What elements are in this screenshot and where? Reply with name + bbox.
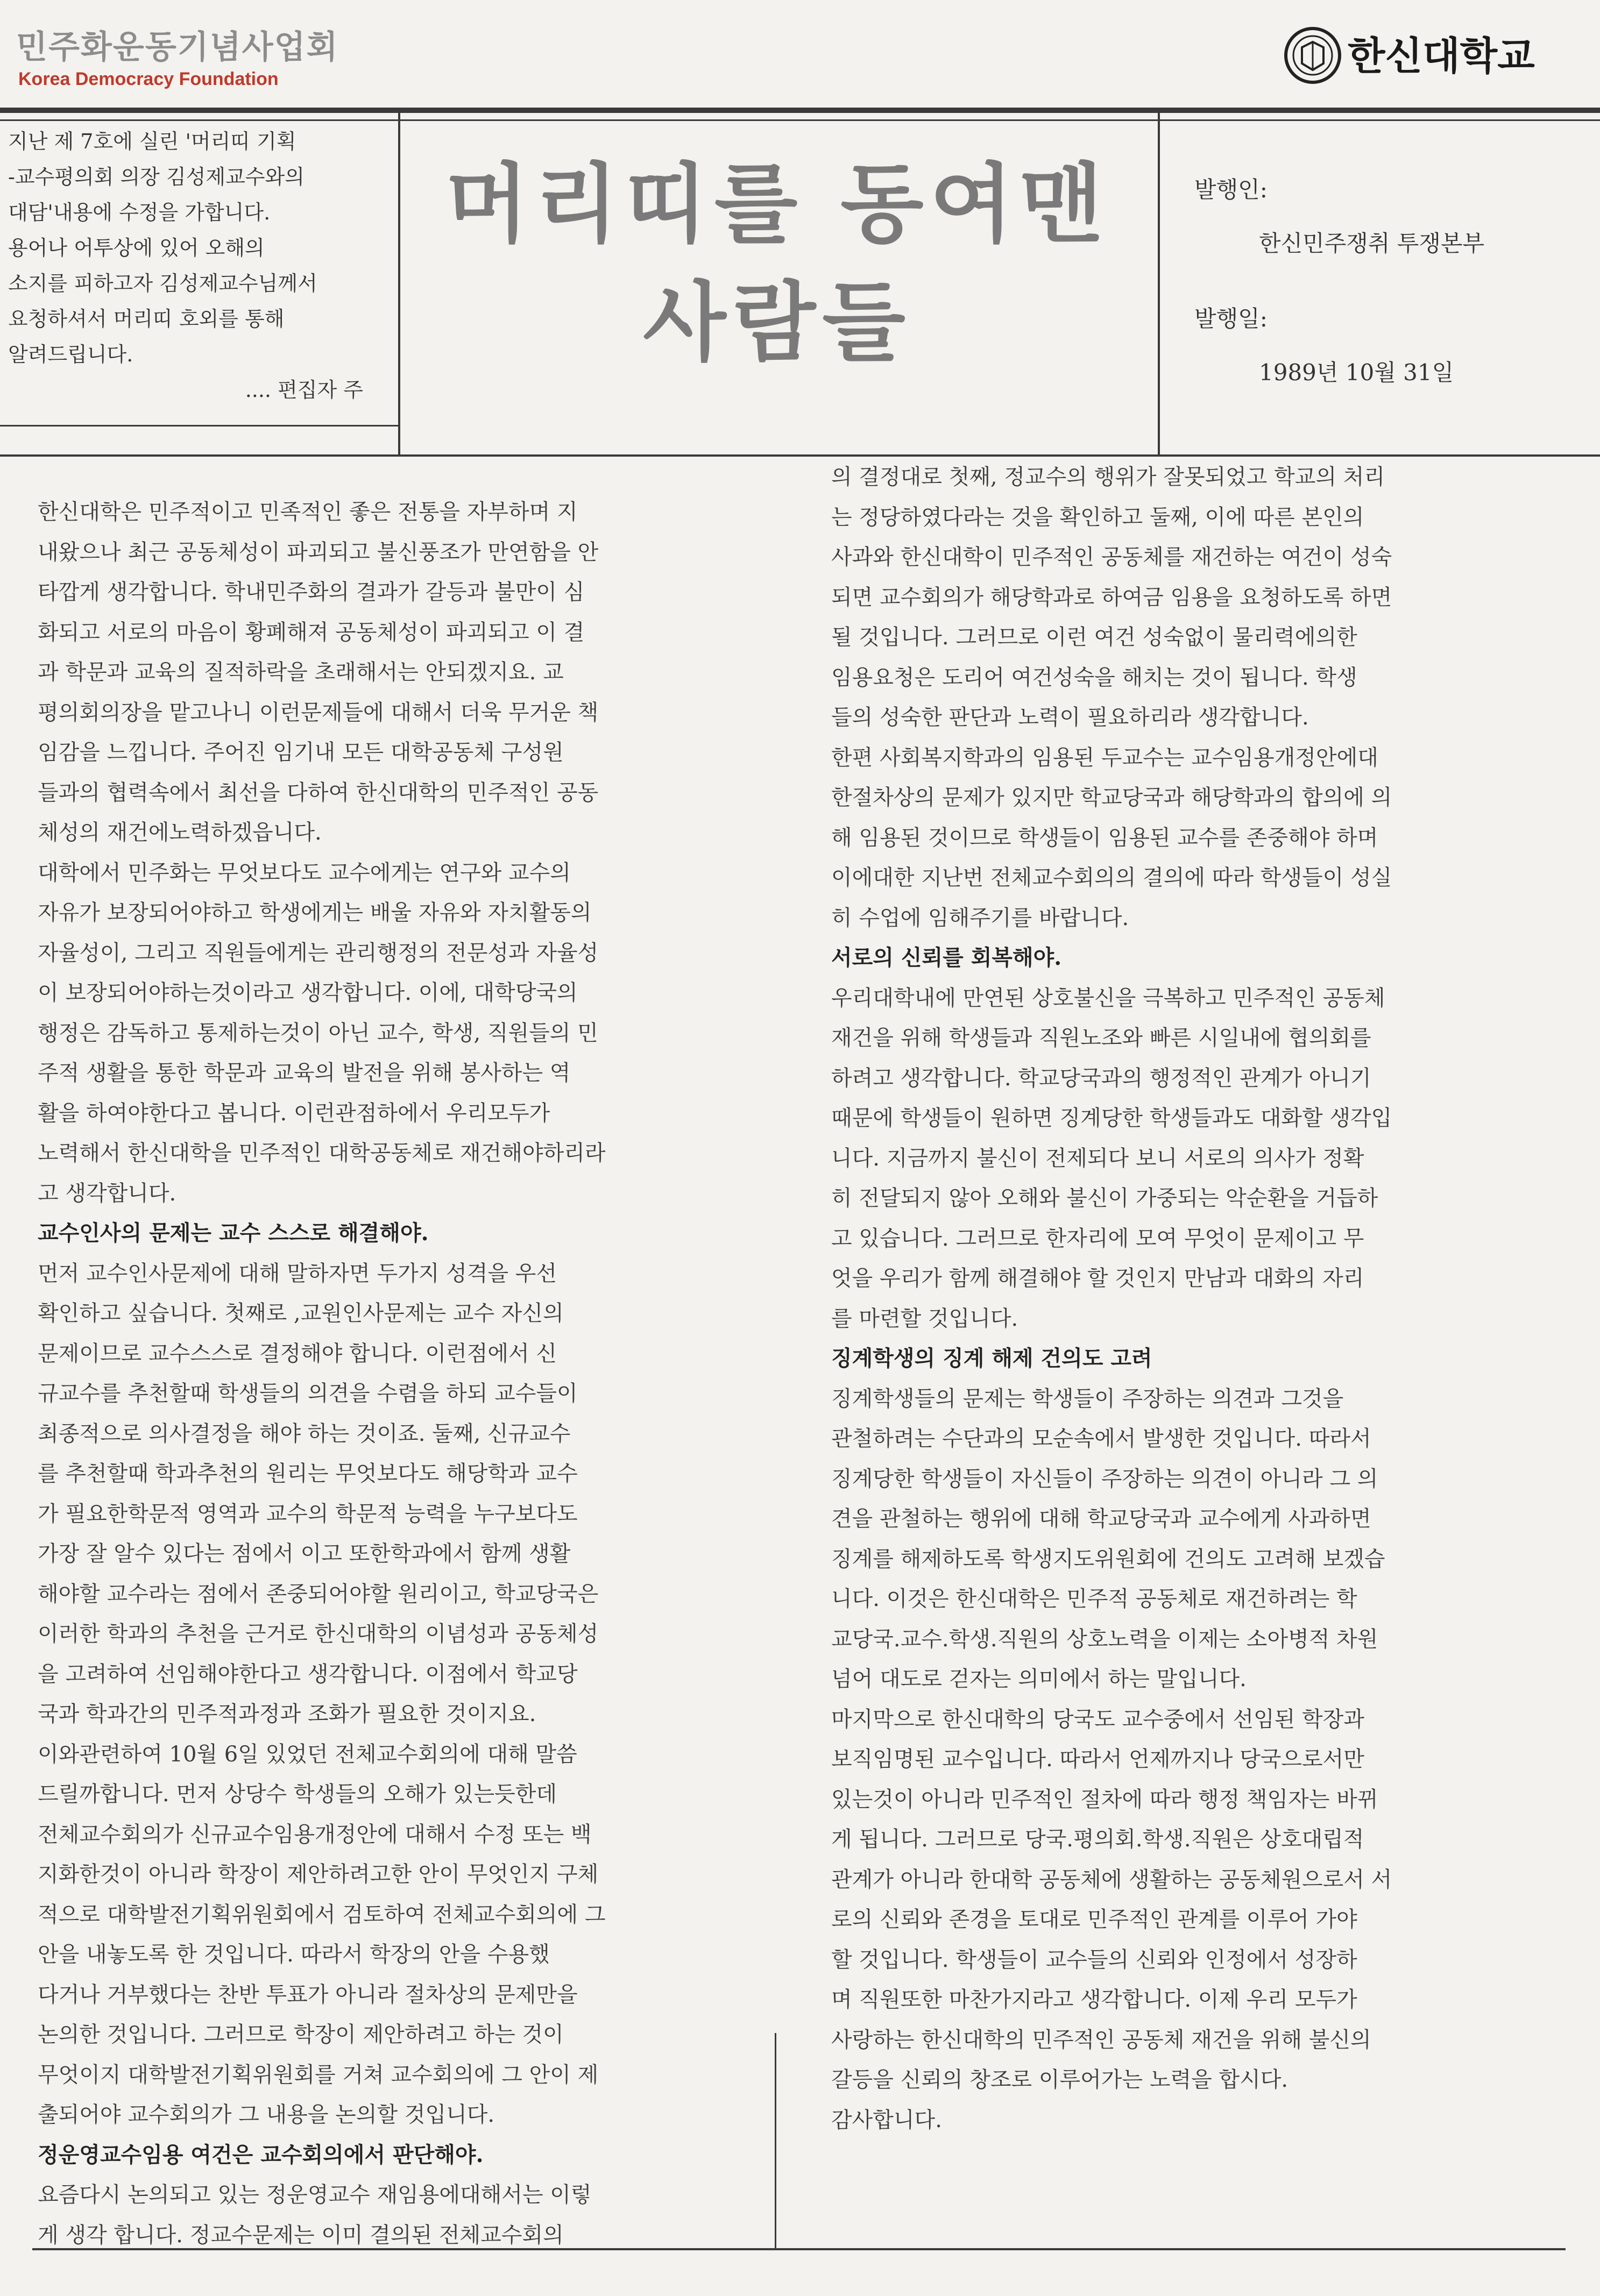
body-text-line: 이러한 학과의 추천을 근거로 한신대학의 이념성과 공동체성 (38, 1622, 599, 1646)
editor-note-line: 요청하셔서 머리띠 호외를 통해 (8, 307, 285, 331)
body-text-line: 게 됩니다. 그러므로 당국.평의회.학생.직원은 상호대립적 (831, 1827, 1364, 1852)
body-text-line: 사과와 한신대학이 민주적인 공동체를 재건하는 여건이 성숙 (831, 545, 1392, 570)
body-text-line: 이 보장되어야하는것이라고 생각합니다. 이에, 대학당국의 (38, 980, 578, 1005)
body-text-line: 전체교수회의가 신규교수임용개정안에 대해서 수정 또는 백 (38, 1822, 592, 1847)
header-bottom-rule (0, 454, 1600, 457)
body-text-line: 한신대학은 민주적이고 민족적인 좋은 전통을 자부하며 지 (38, 500, 578, 524)
body-text-line: 한편 사회복지학과의 임용된 두교수는 교수임용개정안에대 (831, 745, 1378, 770)
body-text-line: 문제이므로 교수스스로 결정해야 합니다. 이런점에서 신 (38, 1341, 557, 1366)
body-text-line: 임감을 느낍니다. 주어진 임기내 모든 대학공동체 구성원 (38, 740, 564, 765)
body-text-line: 교당국.교수.학생.직원의 상호노력을 이제는 소아병적 차원 (831, 1626, 1378, 1652)
body-text-line: 노력해서 한신대학을 민주적인 대학공동체로 재건해야하리라 (38, 1141, 606, 1165)
body-text-line: 넘어 대도로 걷자는 의미에서 하는 말입니다. (831, 1667, 1247, 1691)
body-text-line: 니다. 이것은 한신대학은 민주적 공동체로 재건하려는 학 (831, 1587, 1357, 1611)
body-text-line: 할 것입니다. 학생들이 교수들의 신뢰와 인정에서 성장하 (831, 1947, 1357, 1972)
body-text-line: 주적 생활을 통한 학문과 교육의 발전을 위해 봉사하는 역 (38, 1061, 571, 1085)
body-text-line: 있는것이 아니라 민주적인 절차에 따라 행정 책임자는 바뀌 (831, 1787, 1378, 1812)
body-text-line: 관철하려는 수단과의 모순속에서 발생한 것입니다. 따라서 (831, 1426, 1371, 1451)
university-seal-icon (1283, 26, 1342, 85)
body-text-line: 우리대학내에 만연된 상호불신을 극복하고 민주적인 공동체 (831, 985, 1385, 1011)
editor-note-line: 소지를 피하고자 김성제교수님께서 (8, 272, 317, 295)
body-text-line: 될 것입니다. 그러므로 이런 여건 성숙없이 물리력에의한 (831, 625, 1357, 650)
body-text-line: 내왔으나 최근 공동체성이 파괴되고 불신풍조가 만연함을 안 (38, 539, 599, 565)
header-divider-left (398, 113, 400, 454)
body-text-line: 지화한것이 아니라 학장이 제안하려고한 안이 무엇인지 구체 (38, 1862, 599, 1887)
body-text-line: 마지막으로 한신대학의 당국도 교수중에서 선임된 학장과 (831, 1707, 1364, 1732)
editor-note-line: 대담'내용에 수정을 가합니다. (8, 201, 271, 224)
body-text-line: 먼저 교수인사문제에 대해 말하자면 두가지 성격을 우선 (38, 1261, 557, 1286)
body-text-line: 보직임명된 교수입니다. 따라서 언제까지나 당국으로서만 (831, 1747, 1364, 1772)
body-text-line: 체성의 재건에노력하겠읍니다. (38, 820, 322, 845)
body-text-line: 히 수업에 임해주기를 바랍니다. (831, 905, 1129, 930)
body-text-line: 관계가 아니라 한대학 공동체에 생활하는 공동체원으로서 서 (831, 1867, 1392, 1892)
editor-note-bottom-rule (0, 425, 398, 426)
body-text-line: 자유가 보장되어야하고 학생에게는 배울 자유와 자치활동의 (38, 900, 592, 925)
body-text-line: 감사합니다. (831, 2107, 942, 2132)
editor-note-line: 용어나 어투상에 있어 오해의 (8, 236, 265, 260)
body-text-line: 때문에 학생들이 원하면 징계당한 학생들과도 대화할 생각입 (831, 1106, 1392, 1131)
body-text-line: 드릴까합니다. 먼저 상당수 학생들의 오해가 있는듯한데 (38, 1782, 557, 1807)
body-text-line: 징계를 해제하도록 학생지도위원회에 건의도 고려해 보겠습 (831, 1546, 1385, 1572)
body-text-line: 해야할 교수라는 점에서 존중되어야할 원리이고, 학교당국은 (38, 1581, 599, 1607)
right-column (831, 457, 1536, 2140)
body-text-line: 타깝게 생각합니다. 학내민주화의 결과가 갈등과 불만이 심 (38, 580, 585, 605)
body-text-line: 고 생각합니다. (38, 1181, 176, 1206)
publish-date: 1989년 10월 31일 (1259, 359, 1454, 386)
body-text-line: 규교수를 추천할때 학생들의 의견을 수렴을 하되 교수들이 (38, 1381, 578, 1406)
section-heading: 징계학생의 징계 해제 건의도 고려 (831, 1346, 1152, 1371)
body-text-line: 확인하고 싶습니다. 첫째로 ,교원인사문제는 교수 자신의 (38, 1301, 564, 1326)
body-text-line: 가장 잘 알수 있다는 점에서 이고 또한학과에서 함께 생활 (38, 1541, 571, 1566)
header-top-rule (0, 108, 1600, 113)
body-text-line: 가 필요한학문적 영역과 교수의 학문적 능력을 누구보다도 (38, 1501, 578, 1526)
body-text-line: 징계당한 학생들이 자신들이 주장하는 의견이 아니라 그 의 (831, 1466, 1378, 1491)
body-text-line: 적으로 대학발전기획위원회에서 검토하여 전체교수회의에 그 (38, 1902, 606, 1927)
body-text-line: 견을 관철하는 행위에 대해 학교당국과 교수에게 사과하면 (831, 1506, 1371, 1531)
body-text-line: 평의회의장을 맡고나니 이런문제들에 대해서 더욱 무거운 책 (38, 700, 599, 725)
body-text-line: 징계학생들의 문제는 학생들이 주장하는 의견과 그것을 (831, 1386, 1344, 1411)
publish-date-label: 발행일: (1194, 305, 1268, 332)
body-text-line: 의 결정대로 첫째, 정교수의 행위가 잘못되었고 학교의 처리 (831, 465, 1385, 489)
editor-note-signature: .... 편집자 주 (245, 378, 363, 402)
editor-note-line: 지난 제 7호에 실린 '머리띠 기획 (8, 130, 296, 153)
body-text-line: 로의 신뢰와 존경을 토대로 민주적인 관계를 이루어 가야 (831, 1907, 1357, 1932)
watermark-org-korean: 민주화운동기념사업회 (16, 29, 339, 66)
body-text-line: 들의 성숙한 판단과 노력이 필요하리라 생각합니다. (831, 705, 1309, 730)
body-text-line: 히 전달되지 않아 오해와 불신이 가중되는 악순환을 거듭하 (831, 1186, 1378, 1211)
body-text-line: 재건을 위해 학생들과 직원노조와 빠른 시일내에 협의회를 (831, 1026, 1371, 1050)
body-text-line: 논의한 것입니다. 그러므로 학장이 제안하려고 하는 것이 (38, 2022, 564, 2047)
editor-note (8, 124, 385, 408)
body-text-line: 무엇이지 대학발전기획위원회를 거쳐 교수회의에 그 안이 제 (38, 2062, 599, 2087)
body-text-line: 대학에서 민주화는 무엇보다도 교수에게는 연구와 교수의 (38, 860, 571, 885)
publisher-info (1194, 172, 1571, 387)
body-text-line: 임용요청은 도리어 여건성숙을 해치는 것이 됩니다. 학생 (831, 665, 1357, 690)
section-heading: 교수인사의 문제는 교수 스스로 해결해야. (38, 1220, 429, 1246)
body-text-line: 이와관련하여 10월 6일 있었던 전체교수회의에 대해 말씀 (38, 1741, 577, 1767)
header-top-rule-thin (0, 119, 1600, 121)
body-text-line: 행정은 감독하고 통제하는것이 아닌 교수, 학생, 직원들의 민 (38, 1020, 598, 1046)
left-column (38, 492, 737, 2255)
column-divider (775, 2033, 776, 2248)
body-text-line: 들과의 협력속에서 최선을 다하여 한신대학의 민주적인 공동 (38, 780, 599, 805)
body-text-line: 한절차상의 문제가 있지만 학교당국과 해당학과의 합의에 의 (831, 785, 1392, 810)
title-line-1: 머리띠를 동여맨 (445, 154, 1109, 254)
header-divider-right (1158, 113, 1160, 454)
body-text-line: 를 추천할때 학과추천의 원리는 무엇보다도 해당학과 교수 (38, 1461, 578, 1486)
body-text-line: 다거나 거부했다는 찬반 투표가 아니라 절차상의 문제만을 (38, 1982, 578, 2007)
body-text-line: 엇을 우리가 함께 해결해야 할 것인지 만남과 대화의 자리 (831, 1266, 1364, 1291)
section-heading: 정운영교수임용 여건은 교수회의에서 판단해야. (38, 2142, 484, 2167)
body-text-line: 를 마련할 것입니다. (831, 1306, 1018, 1331)
body-text-line: 화되고 서로의 마음이 황폐해져 공동체성이 파괴되고 이 결 (38, 620, 585, 645)
body-text-line: 활을 하여야한다고 봅니다. 이런관점하에서 우리모두가 (38, 1100, 550, 1126)
newsletter-title (409, 145, 1146, 382)
title-line-2: 사람들 (643, 272, 912, 373)
editor-note-line: 알려드립니다. (8, 343, 133, 366)
body-text-line: 는 정당하였다라는 것을 확인하고 둘째, 이에 따른 본인의 (831, 504, 1364, 530)
body-text-line: 국과 학과간의 민주적과정과 조화가 필요한 것이지요. (38, 1702, 536, 1726)
body-text-line: 며 직원또한 마찬가지라고 생각합니다. 이제 우리 모두가 (831, 1987, 1357, 2012)
body-text-line: 요즘다시 논의되고 있는 정운영교수 재임용에대해서는 이렇 (38, 2183, 592, 2207)
publisher-value: 한신민주쟁취 투쟁본부 (1259, 230, 1485, 257)
body-text-line: 이에대한 지난번 전체교수회의의 결의에 따라 학생들이 성실 (831, 865, 1392, 890)
watermark-org-english: Korea Democracy Foundation (18, 69, 279, 89)
body-text-line: 되면 교수회의가 해당학과로 하여금 임용을 요청하도록 하면 (831, 585, 1392, 610)
body-text-line: 게 생각 합니다. 정교수문제는 이미 결의된 전체교수회의 (38, 2222, 564, 2248)
section-heading: 서로의 신뢰를 회복해야. (831, 945, 1062, 970)
university-name: 한신대학교 (1348, 33, 1535, 79)
body-text-line: 최종적으로 의사결정을 해야 하는 것이죠. 둘째, 신규교수 (38, 1421, 571, 1446)
body-text-line: 하려고 생각합니다. 학교당국과의 행정적인 관계가 아니기 (831, 1065, 1371, 1091)
publisher-label: 발행인: (1194, 176, 1268, 203)
editor-note-line: -교수평의회 의장 김성제교수와의 (8, 165, 305, 189)
body-text-line: 안을 내놓도록 한 것입니다. 따라서 학장의 안을 수용했 (38, 1942, 550, 1967)
body-text-line: 을 고려하여 선임해야한다고 생각합니다. 이점에서 학교당 (38, 1661, 578, 1687)
body-text-line: 갈등을 신뢰의 창조로 이루어가는 노력을 합시다. (831, 2067, 1289, 2092)
body-text-line: 니다. 지금까지 불신이 전제되다 보니 서로의 의사가 정확 (831, 1146, 1364, 1171)
body-text-line: 고 있습니다. 그러므로 한자리에 모여 무엇이 문제이고 무 (831, 1226, 1364, 1251)
body-text-line: 자율성이, 그리고 직원들에게는 관리행정의 전문성과 자율성 (38, 940, 599, 965)
body-text-line: 해 임용된 것이므로 학생들이 임용된 교수를 존중해야 하며 (831, 825, 1378, 850)
body-text-line: 과 학문과 교육의 질적하락을 초래해서는 안되겠지요. 교 (38, 660, 564, 685)
body-text-line: 사랑하는 한신대학의 민주적인 공동체 재건을 위해 불신의 (831, 2027, 1371, 2052)
body-text-line: 출되어야 교수회의가 그 내용을 논의할 것입니다. (38, 2102, 495, 2127)
